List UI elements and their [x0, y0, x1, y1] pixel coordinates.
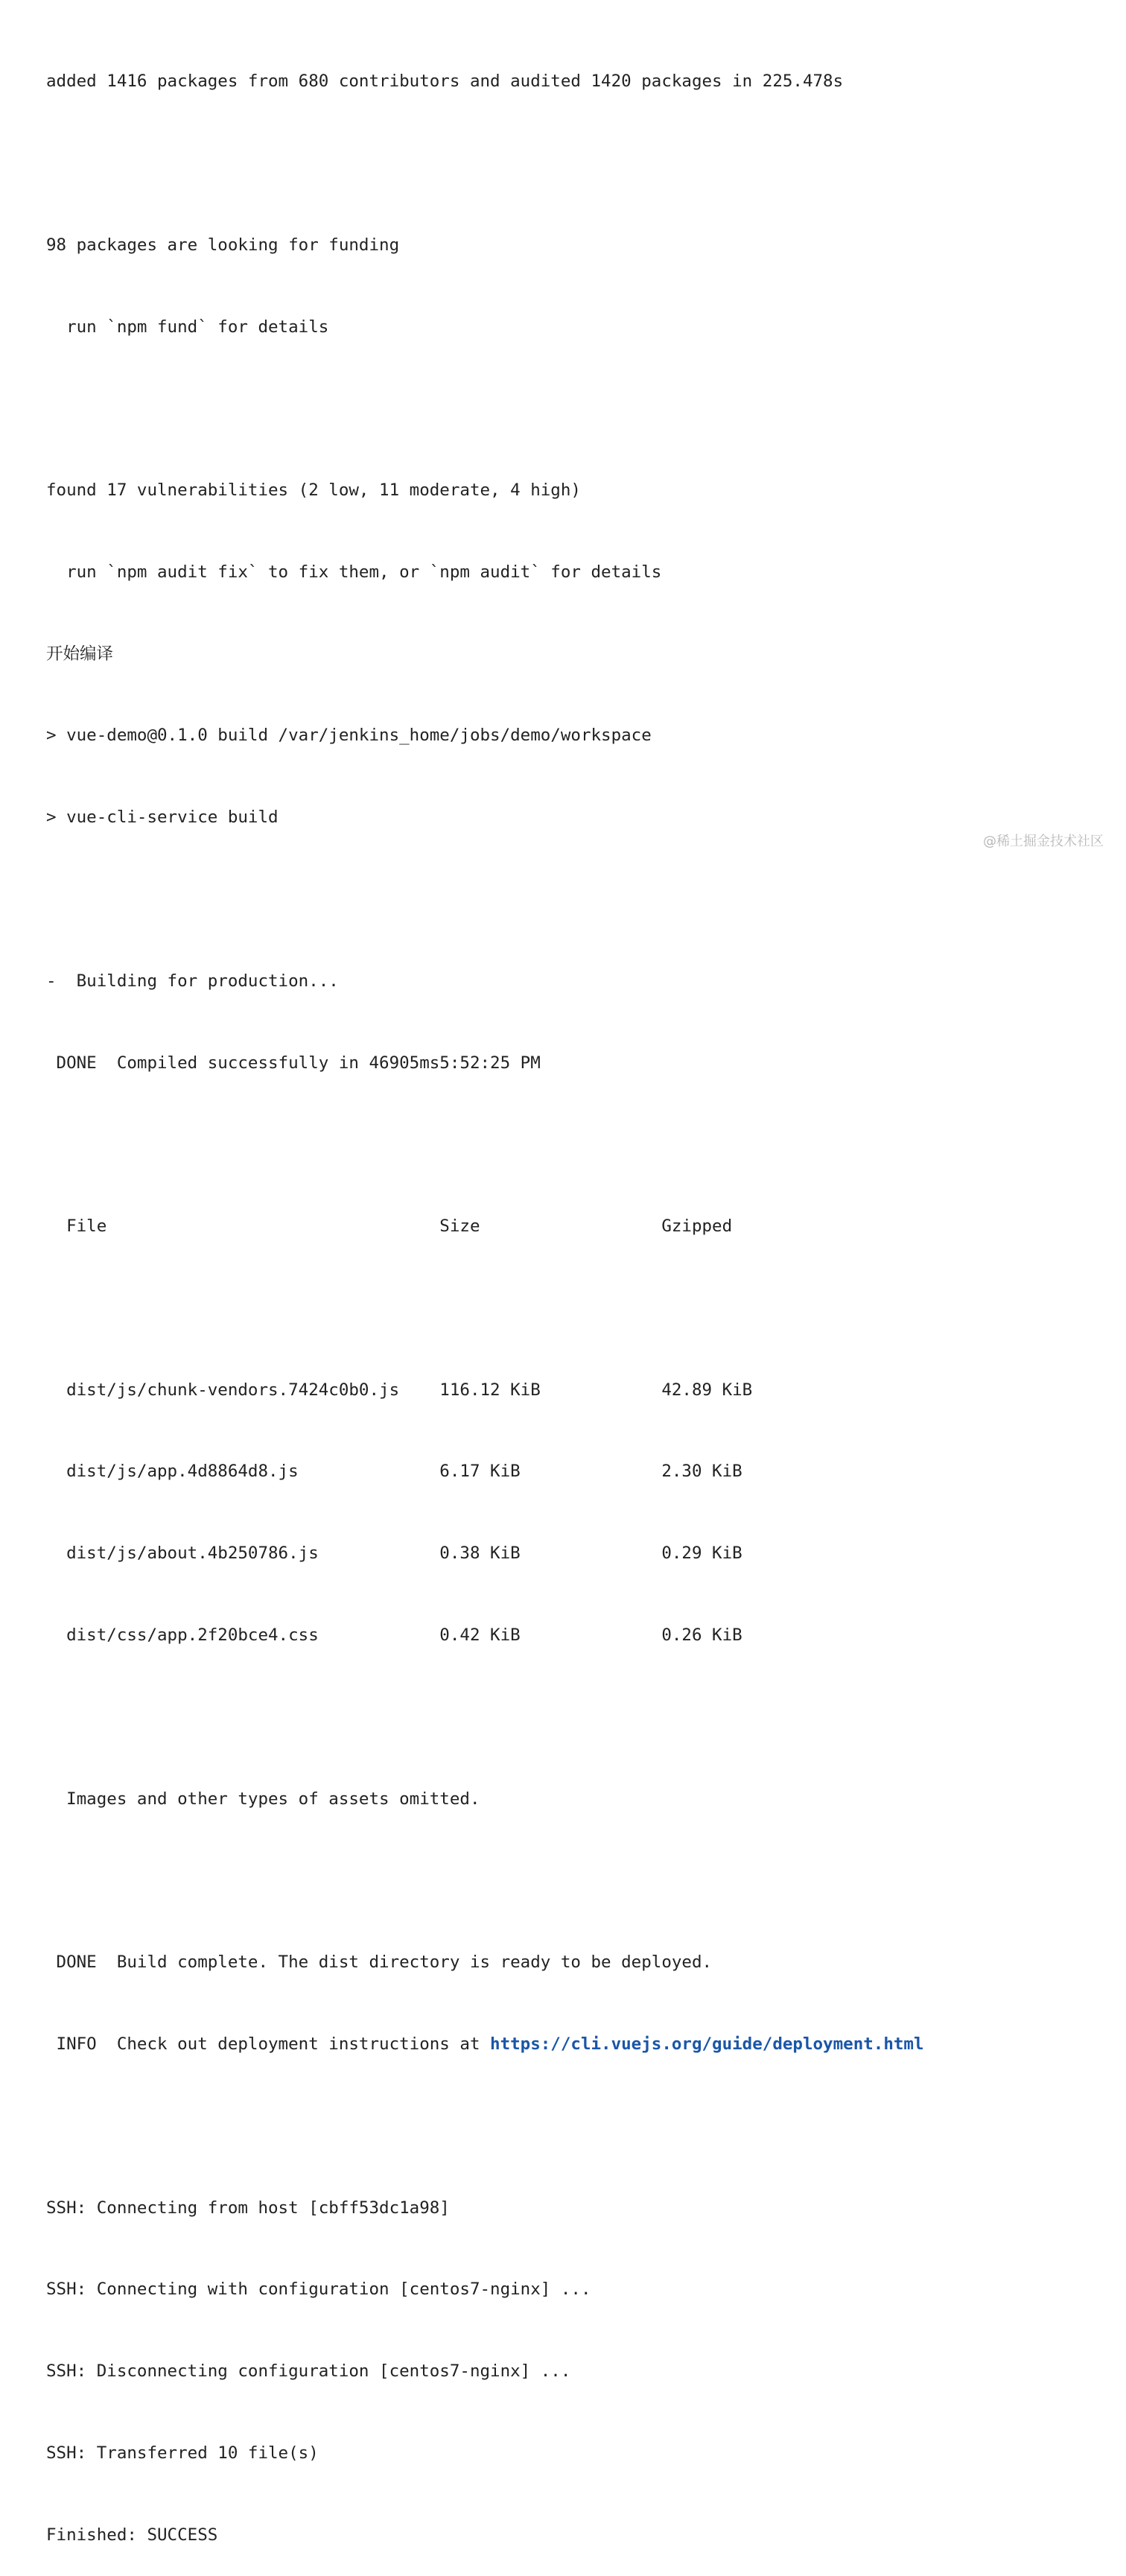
- console-line: [46, 1704, 1104, 1731]
- console-line: [46, 1867, 1104, 1894]
- console-line: [46, 1131, 1104, 1158]
- console-line: run `npm audit fix` to fix them, or `npm audit` for details: [46, 562, 662, 582]
- console-line: [46, 395, 1104, 422]
- console-line: [46, 2113, 1104, 2140]
- console-line: SSH: Connecting from host [cbff53dc1a98]: [46, 2198, 450, 2218]
- table-header: File Size Gzipped: [46, 1216, 733, 1237]
- console-line: [46, 886, 1104, 913]
- console-line: found 17 vulnerabilities (2 low, 11 moderate, 4 high): [46, 480, 581, 501]
- console-line: Images and other types of assets omitted.: [46, 1789, 480, 1809]
- console-output: [46, 13, 1104, 2576]
- console-line: run `npm fund` for details: [46, 317, 329, 337]
- console-line: DONE Build complete. The dist directory is ready to be deployed.: [46, 1952, 713, 1973]
- info-line: [46, 2031, 1104, 2058]
- table-row: dist/css/app.2f20bce4.css 0.42 KiB 0.26 KiB: [46, 1625, 742, 1646]
- deployment-link[interactable]: https://cli.vuejs.org/guide/deployment.html: [490, 2034, 924, 2054]
- table-row: dist/js/chunk-vendors.7424c0b0.js 116.12 KiB 42.89 KiB: [46, 1380, 753, 1400]
- console-line: - Building for production...: [46, 971, 339, 991]
- console-line: added 1416 packages from 680 contributors and audited 1420 packages in 225.478s: [46, 72, 844, 92]
- console-line: > vue-demo@0.1.0 build /var/jenkins_home/jobs/demo/workspace: [46, 726, 652, 746]
- console-line: SSH: Connecting with configuration [centos7-nginx] ...: [46, 2280, 591, 2300]
- console-line: SSH: Disconnecting configuration [centos7-nginx] ...: [46, 2361, 571, 2382]
- console-line: SSH: Transferred 10 file(s): [46, 2443, 319, 2463]
- table-row: dist/js/app.4d8864d8.js 6.17 KiB 2.30 KiB: [46, 1462, 742, 1482]
- console-line: 98 packages are looking for funding: [46, 235, 400, 255]
- console-line: 开始编译: [46, 644, 114, 664]
- console-line: > vue-cli-service build: [46, 808, 279, 828]
- console-line: [46, 1295, 1104, 1322]
- console-line: DONE Compiled successfully in 46905ms5:52:25 PM: [46, 1053, 541, 1073]
- console-line: [46, 150, 1104, 177]
- watermark: @稀土掘金技术社区: [983, 834, 1104, 849]
- info-text: INFO Check out deployment instructions at: [46, 2034, 491, 2054]
- table-row: dist/js/about.4b250786.js 0.38 KiB 0.29 KiB: [46, 1544, 742, 1564]
- console-line: Finished: SUCCESS: [46, 2525, 218, 2545]
